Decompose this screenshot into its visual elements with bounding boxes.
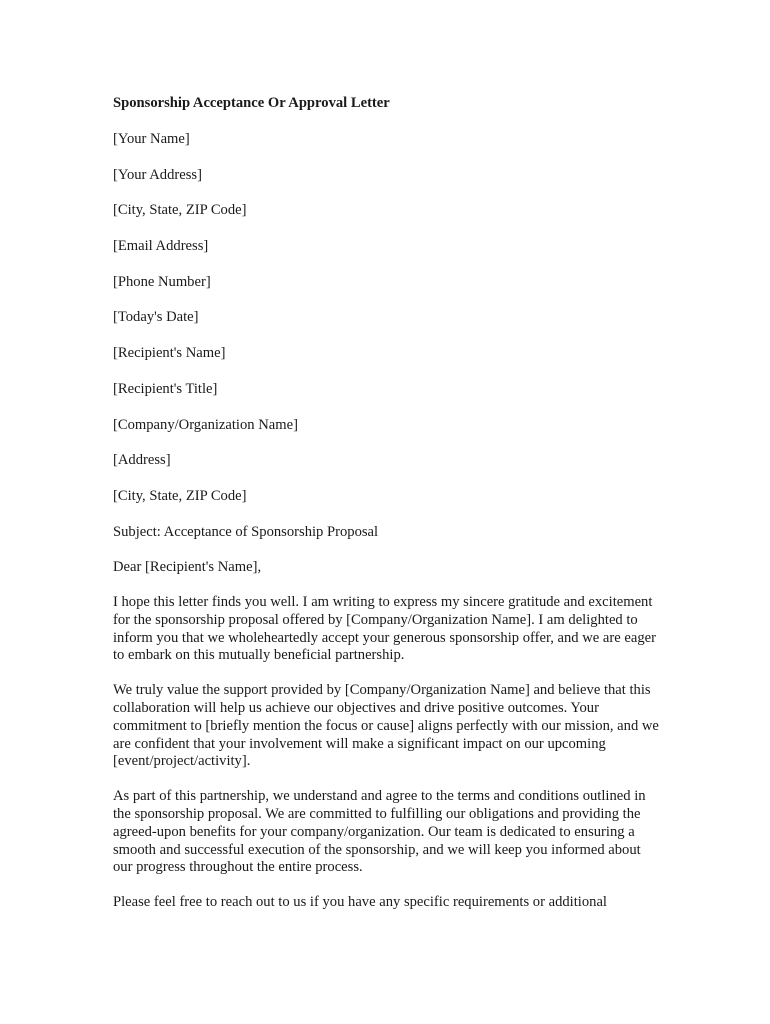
recipient-organization: [Company/Organization Name] <box>113 416 298 433</box>
letter-date: [Today's Date] <box>113 309 199 326</box>
sender-city-state-zip: [City, State, ZIP Code] <box>113 202 247 219</box>
letter-subject: Subject: Acceptance of Sponsorship Proposal <box>113 523 379 540</box>
sender-address: [Your Address] <box>113 166 202 183</box>
body-paragraph: As part of this partnership, we understand and agree to the terms and conditions outlined in the sponsorship proposal. We are committed to fulfilling our obligations and providing the agreed-upon benefits for your company/organization. Our team is dedicated to ensuring a smooth and successful execution of the sponsorship, and we will keep you informed about our progress throughout the entire process. <box>113 788 646 876</box>
body-paragraph: Please feel free to reach out to us if you have any specific requirements or additional <box>113 894 607 911</box>
letter-salutation: Dear [Recipient's Name], <box>113 559 262 576</box>
body-paragraph: We truly value the support provided by [Company/Organization Name] and believe that this collaboration will help us achieve our objectives and drive positive outcomes. Your commitment to [briefly mention the focus or cause] aligns perfectly with our mission, and we are confident that your involvement will make a significant impact on our upcoming [event/project/activity]. <box>113 682 659 770</box>
recipient-title: [Recipient's Title] <box>113 380 218 397</box>
recipient-name: [Recipient's Name] <box>113 345 226 362</box>
sender-phone: [Phone Number] <box>113 273 211 290</box>
recipient-address: [Address] <box>113 452 171 469</box>
sender-name: [Your Name] <box>113 131 190 147</box>
letter-body <box>113 94 663 929</box>
letter-title: Sponsorship Acceptance Or Approval Letter <box>113 95 390 111</box>
sender-email: [Email Address] <box>113 238 209 255</box>
recipient-city-state-zip: [City, State, ZIP Code] <box>113 487 247 504</box>
body-paragraph: I hope this letter finds you well. I am writing to express my sincere gratitude and excitement for the sponsorship proposal offered by [Company/Organization Name]. I am delighted to inform you that we wholeheartedly accept your generous sponsorship offer, and we are eager to embark on this mutually beneficial partnership. <box>113 593 656 664</box>
